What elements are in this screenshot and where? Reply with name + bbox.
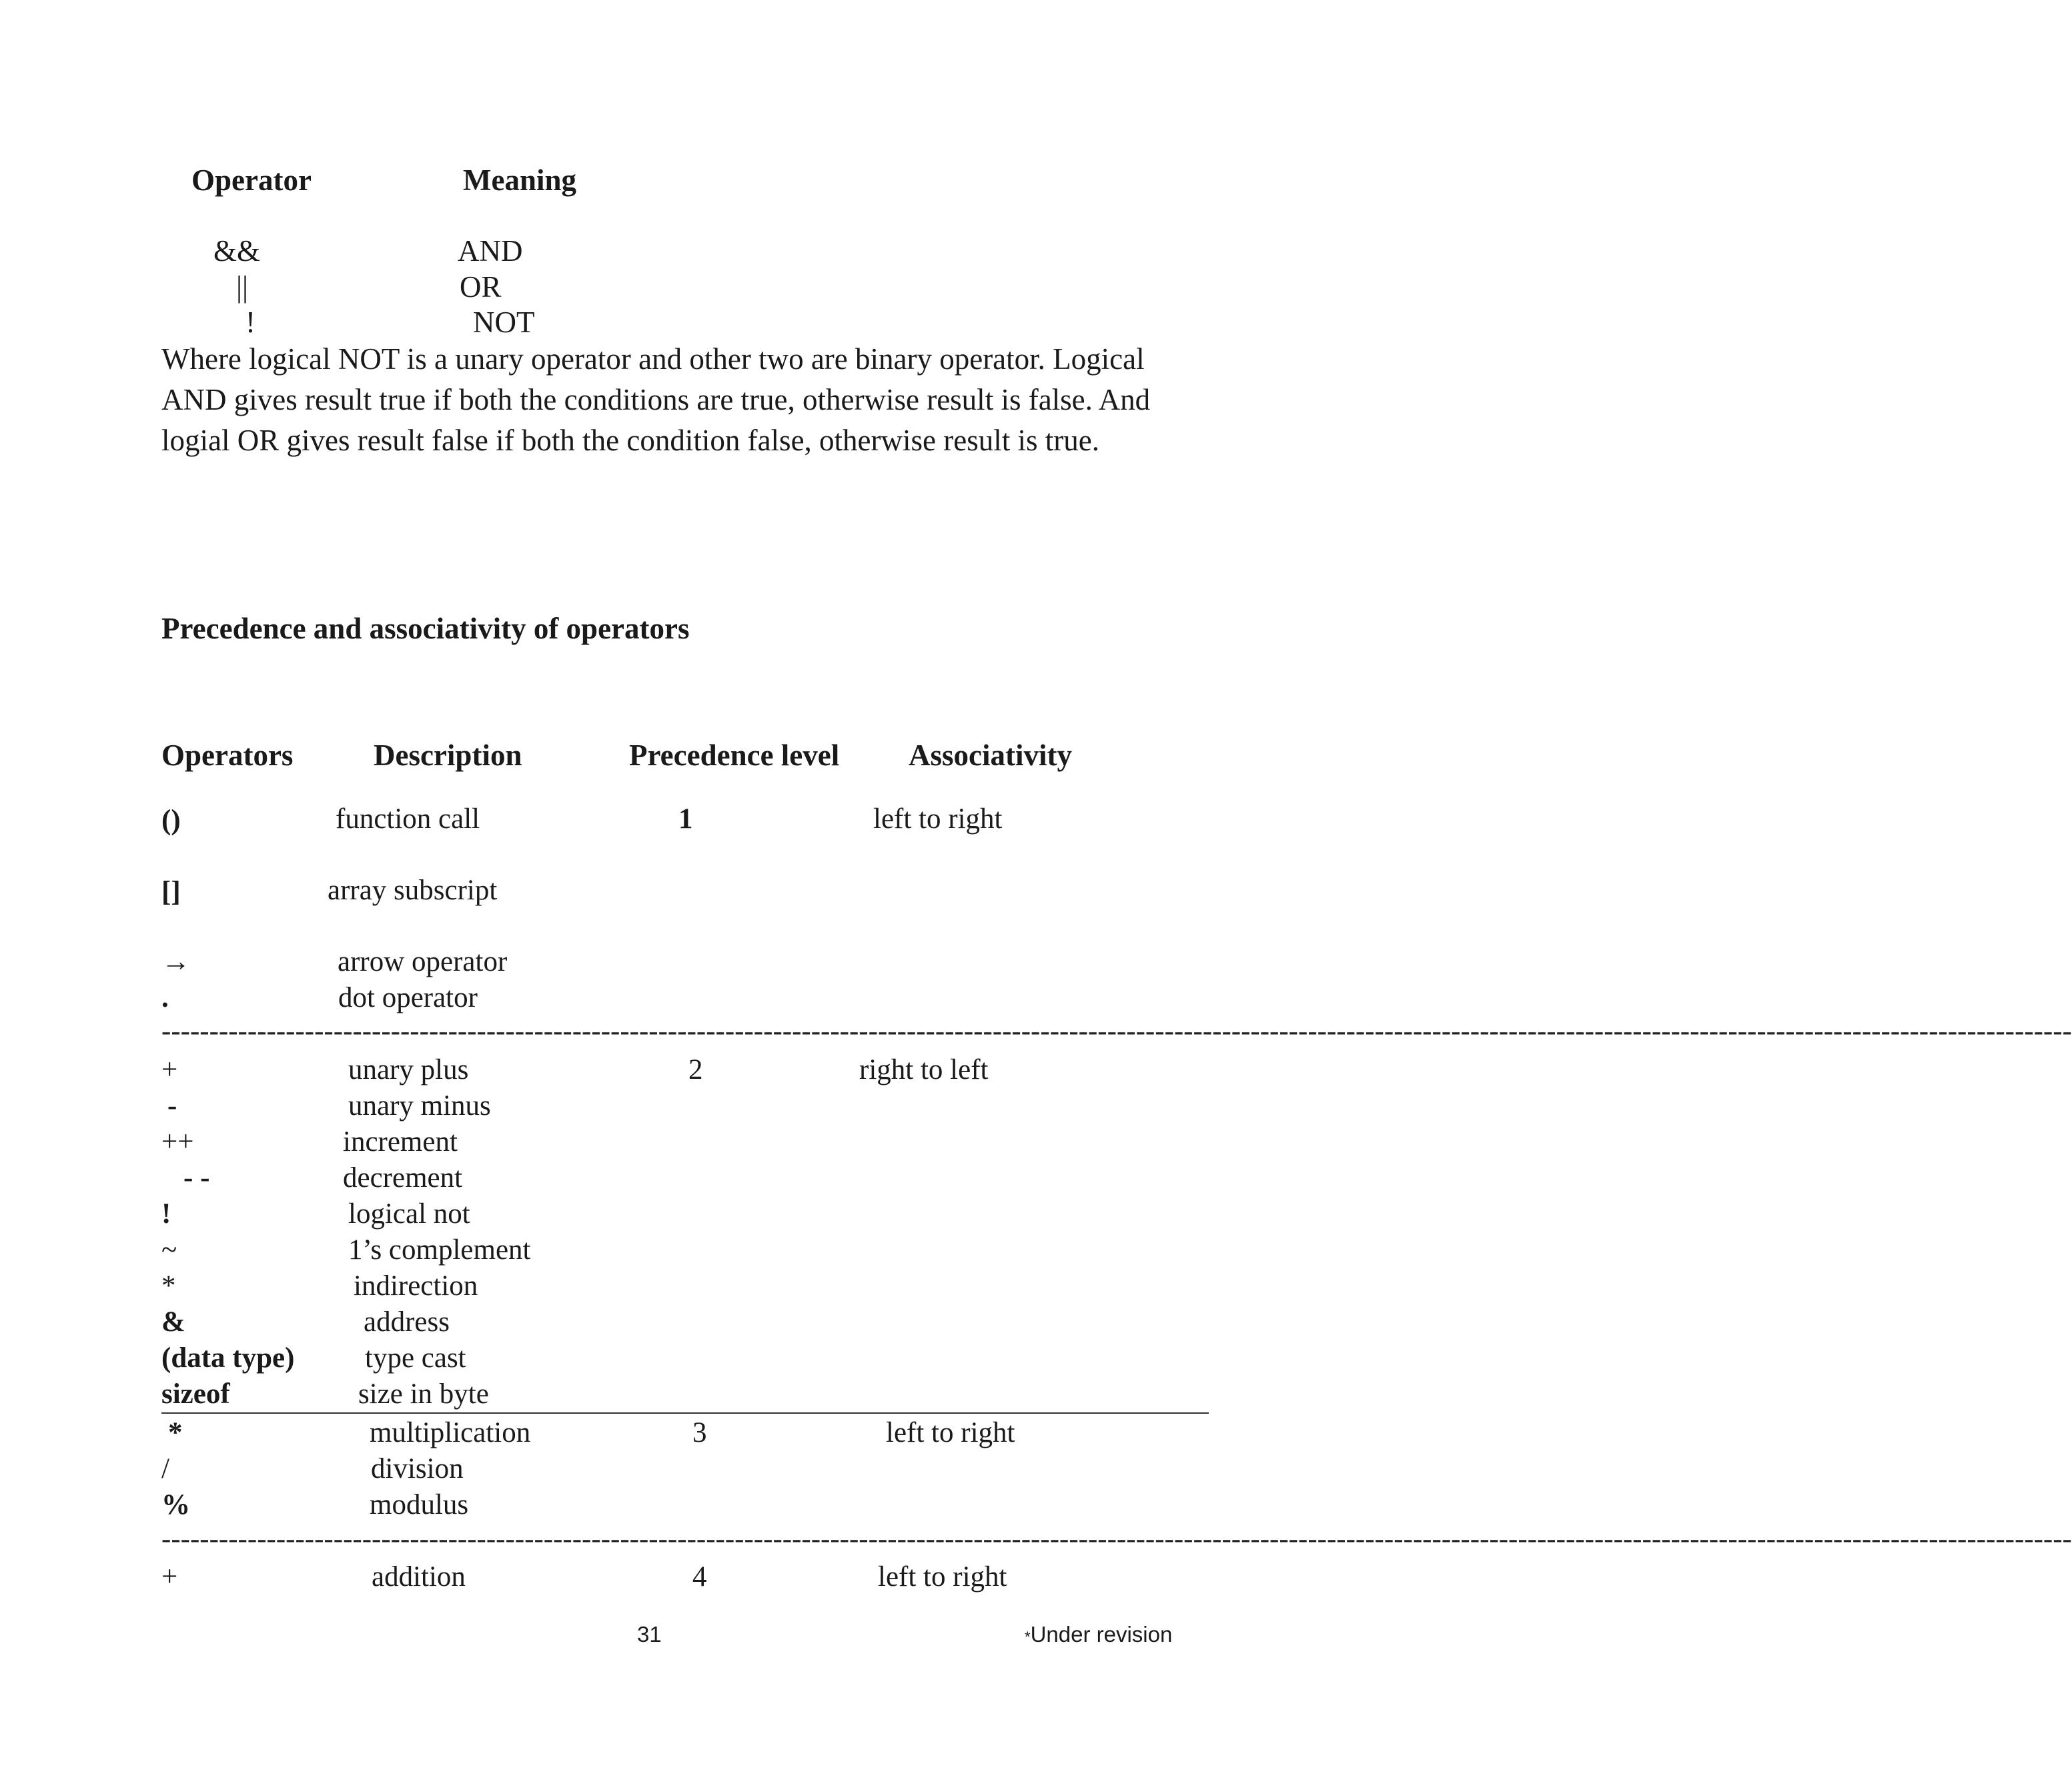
operator-description: indirection (354, 1270, 478, 1302)
solid-separator (161, 1412, 1209, 1414)
operator-description: arrow operator (338, 946, 508, 977)
associativity-value: left to right (878, 1561, 1007, 1593)
operator-description: type cast (365, 1342, 466, 1374)
operator-symbol: sizeof (161, 1378, 230, 1410)
operator-column-header: Operator (191, 163, 312, 197)
operator-description: 1’s complement (348, 1234, 531, 1266)
logical-and-meaning: AND (458, 234, 523, 268)
operator-description: function call (336, 803, 480, 835)
operator-description: size in byte (358, 1378, 489, 1410)
precedence-column-header: Precedence level (629, 739, 840, 772)
operator-symbol: / (161, 1453, 169, 1484)
operator-description: division (371, 1453, 464, 1484)
arrow-operator-symbol: → (161, 946, 190, 977)
operator-symbol: () (161, 805, 181, 836)
operator-description: decrement (343, 1162, 463, 1194)
associativity-value: left to right (886, 1417, 1015, 1448)
precedence-level: 1 (678, 803, 693, 835)
description-column-header: Description (374, 739, 522, 772)
logical-and-operator: && (213, 234, 261, 268)
dashed-separator: -------------------------------------------------------------------------------------------------------------------------------------------------------------------------------------------------------- (161, 1523, 2072, 1555)
operator-symbol: . (161, 982, 169, 1013)
operator-description: address (364, 1306, 450, 1338)
operator-description: multiplication (370, 1417, 531, 1448)
operator-symbol: ! (161, 1198, 171, 1230)
logical-not-meaning: NOT (473, 306, 535, 339)
operator-symbol: ~ (161, 1234, 177, 1266)
operator-symbol: * (168, 1417, 183, 1448)
precedence-level: 4 (692, 1561, 707, 1593)
associativity-column-header: Associativity (909, 739, 1072, 772)
operators-column-header: Operators (161, 739, 294, 772)
operator-symbol: % (161, 1489, 190, 1520)
operator-symbol: * (161, 1270, 176, 1302)
operator-symbol: ++ (161, 1126, 194, 1158)
operator-description: unary plus (348, 1054, 469, 1085)
operator-symbol: & (161, 1306, 185, 1338)
operator-description: logical not (348, 1198, 470, 1230)
operator-symbol: + (161, 1054, 178, 1085)
meaning-column-header: Meaning (463, 163, 577, 197)
logical-or-operator: || (236, 270, 249, 304)
operator-symbol: [] (161, 876, 181, 907)
associativity-value: right to left (859, 1054, 989, 1085)
revision-note-text: Under revision (1030, 1622, 1173, 1647)
associativity-value: left to right (873, 803, 1003, 835)
operator-description: array subscript (328, 875, 498, 906)
precedence-level: 2 (688, 1054, 703, 1085)
operator-description: increment (343, 1126, 458, 1158)
dashed-separator: -------------------------------------------------------------------------------------------------------------------------------------------------------------------------------------------------------- (161, 1015, 2072, 1047)
operator-description: modulus (370, 1489, 469, 1520)
logical-operators-paragraph: Where logical NOT is a unary operator and other two are binary operator. Logical AND gives result true if both the conditions are true, otherwise result is false. And logial OR gives result false if both the condition false, otherwise result is true. (161, 342, 1151, 457)
page-number: 31 (637, 1622, 662, 1647)
operator-symbol: - (167, 1090, 177, 1122)
section-heading: Precedence and associativity of operators (161, 612, 690, 645)
precedence-level: 3 (692, 1417, 707, 1448)
operator-symbol: (data type) (161, 1342, 295, 1374)
revision-note (1025, 1623, 1172, 1645)
logical-or-meaning: OR (460, 270, 502, 304)
operator-symbol: + (161, 1561, 178, 1593)
operator-symbol: - - (183, 1162, 210, 1194)
operator-description: dot operator (338, 982, 478, 1013)
revision-asterisk: * (1025, 1629, 1031, 1645)
logical-not-operator: ! (245, 306, 255, 339)
operator-description: addition (372, 1561, 466, 1593)
operator-description: unary minus (348, 1090, 491, 1122)
